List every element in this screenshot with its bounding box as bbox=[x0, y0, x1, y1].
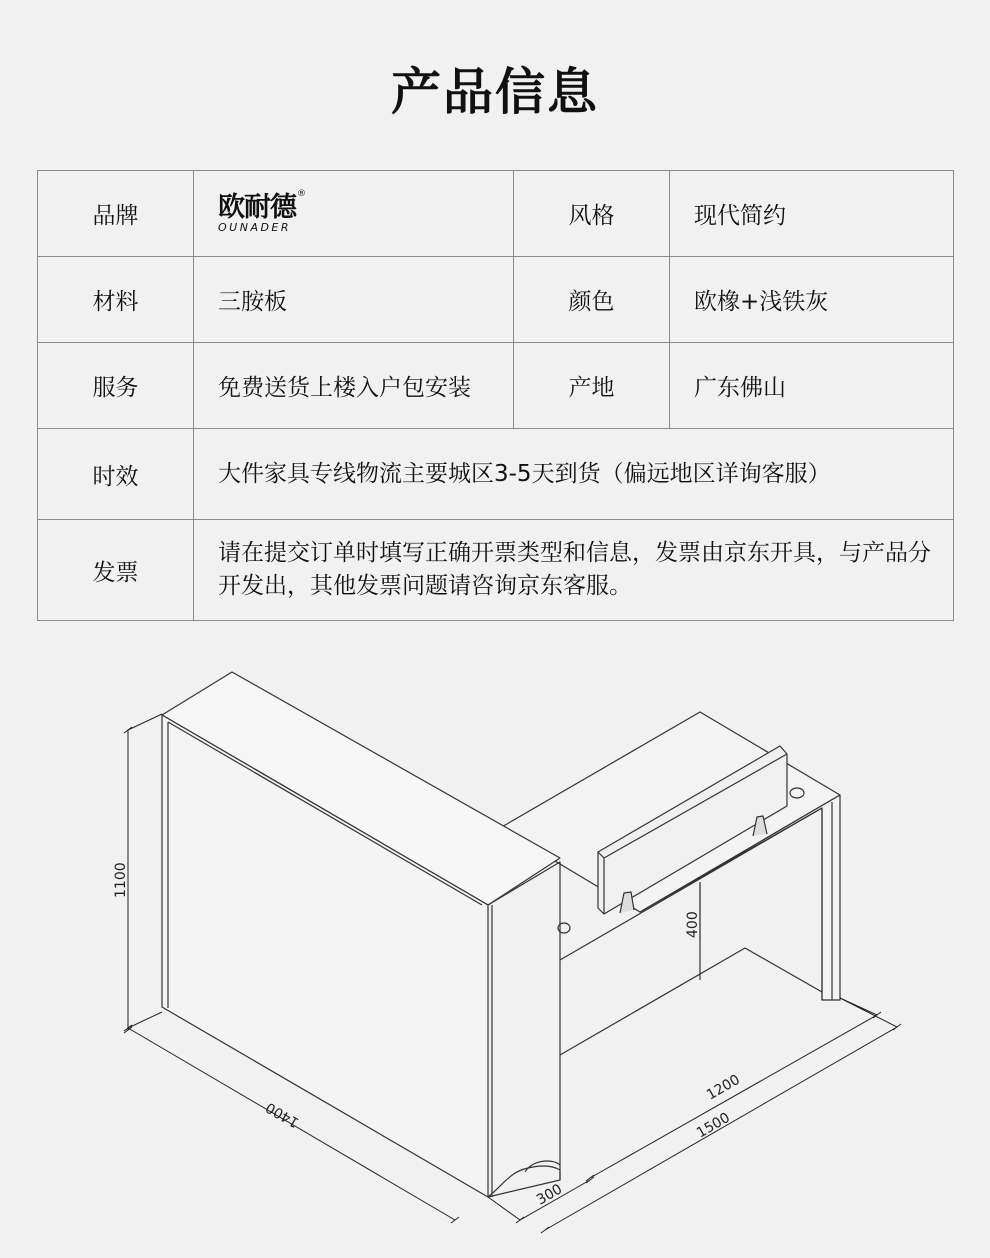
style-value: 现代简约 bbox=[670, 171, 954, 257]
material-value: 三胺板 bbox=[194, 257, 514, 343]
table-row bbox=[38, 520, 954, 621]
dim-counter-depth: 300 bbox=[534, 1181, 566, 1209]
delivery-value: 大件家具专线物流主要城区3-5天到货（偏远地区详询客服） bbox=[194, 429, 954, 520]
table-row bbox=[38, 257, 954, 343]
origin-label: 产地 bbox=[514, 343, 670, 429]
registered-mark-icon: ® bbox=[297, 189, 306, 199]
invoice-label: 发票 bbox=[38, 520, 194, 621]
color-value: 欧橡+浅铁灰 bbox=[670, 257, 954, 343]
brand-label: 品牌 bbox=[38, 171, 194, 257]
product-info-table bbox=[37, 170, 954, 621]
style-label: 风格 bbox=[514, 171, 670, 257]
service-label: 服务 bbox=[38, 343, 194, 429]
desk-dimension-drawing bbox=[0, 640, 990, 1258]
dim-return-depth: 1200 bbox=[704, 1071, 743, 1104]
brand-logo bbox=[218, 189, 306, 234]
dim-front-length: 1400 bbox=[263, 1098, 302, 1131]
invoice-value: 请在提交订单时填写正确开票类型和信息，发票由京东开具，与产品分开发出，其他发票问题请咨询京东客服。 bbox=[194, 520, 954, 621]
material-label: 材料 bbox=[38, 257, 194, 343]
service-value: 免费送货上楼入户包安装 bbox=[194, 343, 514, 429]
dim-panel-height: 400 bbox=[685, 911, 701, 938]
logo-latin: OUNADER bbox=[218, 221, 292, 234]
delivery-label: 时效 bbox=[38, 429, 194, 520]
origin-value: 广东佛山 bbox=[670, 343, 954, 429]
table-row bbox=[38, 343, 954, 429]
table-row bbox=[38, 171, 954, 257]
dim-total-length: 1500 bbox=[694, 1109, 733, 1142]
dim-height: 1100 bbox=[113, 862, 129, 898]
page-title: 产品信息 bbox=[391, 63, 599, 121]
color-label: 颜色 bbox=[514, 257, 670, 343]
table-row bbox=[38, 429, 954, 520]
brand-value bbox=[194, 171, 514, 257]
logo-text: 欧耐德 bbox=[218, 192, 296, 223]
